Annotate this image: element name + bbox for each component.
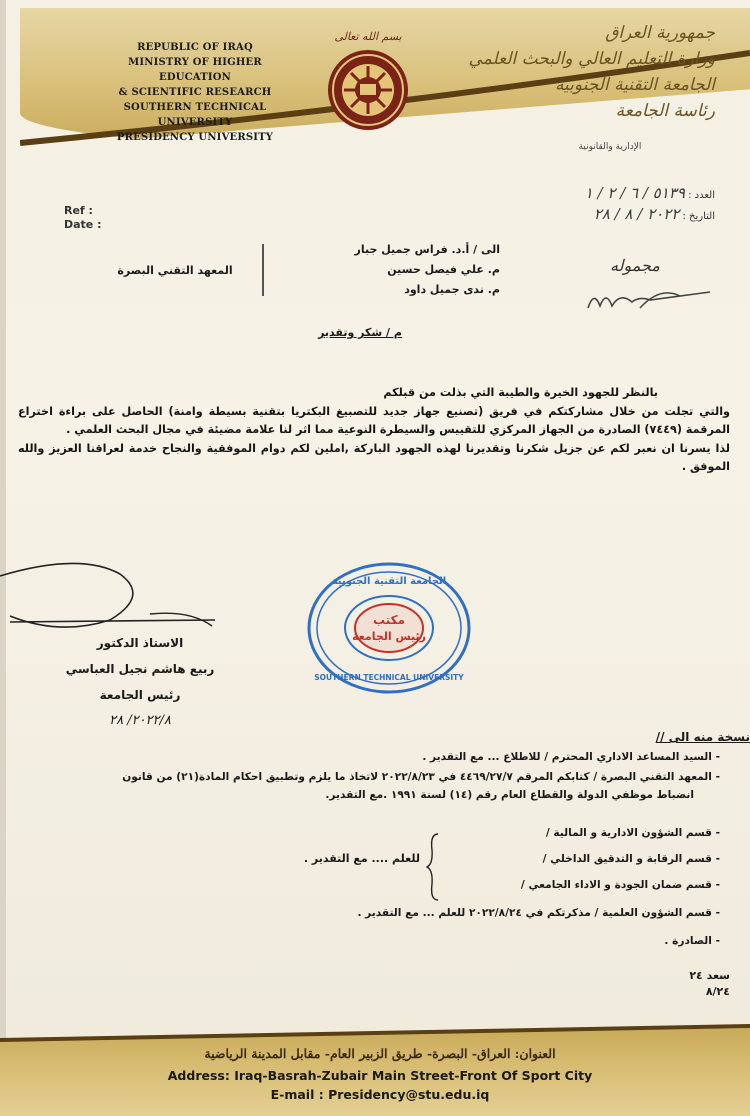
header-en-line: MINISTRY OF HIGHER EDUCATION	[128, 57, 262, 83]
ar-date-value: ٢٠٢٢ / ٨ / ٢٨	[593, 205, 680, 223]
copy-item: - الصادرة .	[664, 935, 720, 947]
seal-stamp-icon	[304, 560, 474, 696]
ar-date-label: التاريخ :	[682, 211, 715, 222]
header-ar-line: جمهورية العراق	[605, 23, 715, 43]
footer-address-ar: العنوان: العراق- البصرة- طريق الزبير العام- مقابل المدينة الرياضية	[204, 1046, 556, 1061]
seal-center-top: مكتب	[372, 613, 406, 627]
header-ar-line: رئاسة الجامعة	[615, 101, 715, 121]
copy-item: - قسم الشؤون الادارية و المالية /	[545, 827, 720, 839]
header-ar-subline: الإدارية والقانونية	[578, 142, 642, 152]
university-logo	[318, 30, 418, 140]
recipient-line: م. علي فيصل حسين	[387, 263, 500, 276]
footer-address-en: Address: Iraq-Basrah-Zubair Main Street-Front Of Sport City	[167, 1068, 593, 1083]
date-label: Date :	[64, 218, 102, 231]
recipients	[290, 240, 500, 300]
seal-center-bottom: رئيس الجامعة	[352, 630, 426, 643]
typist-code	[640, 968, 730, 1000]
body-paragraph: بالنظر للجهود الخيرة والطيبة التي بذلت من قبلكم	[383, 386, 658, 399]
copy-item: - المعهد التقني البصرة / كتابكم المرقم ٤٤٦٩/٢٧/٧ في ٢٠٢٢/٨/٢٣ لاتخاذ ما يلزم وتطبيق احكام المادة(٢١) من قانون	[122, 771, 720, 783]
recipients-divider	[262, 244, 264, 296]
header-en-line: SOUTHERN TECHNICAL UNIVERSITY	[123, 102, 267, 128]
header-en-line: & SCIENTIFIC RESEARCH	[118, 87, 272, 98]
brace-label: للعلم .... مع التقدير .	[303, 852, 420, 865]
recipient-line: الى / أ.د. فراس جميل جبار	[354, 243, 500, 256]
signatory-name: ربيع هاشم نجيل العباسي	[65, 662, 215, 676]
header-ar-line: وزارة التعليم العالي والبحث العلمي	[468, 49, 715, 69]
signatory-position: رئيس الجامعة	[99, 688, 181, 702]
ref-label: Ref :	[64, 204, 93, 217]
footer-email: E-mail : Presidency@stu.edu.iq	[270, 1087, 490, 1102]
letter-body	[18, 384, 730, 477]
subject: م / شكر وتقدير	[318, 326, 402, 339]
header-arabic	[455, 20, 715, 124]
logo-emblem-icon	[318, 44, 418, 144]
approval-note: مجموله	[610, 256, 660, 275]
body-paragraph: والتي تجلت من خلال مشاركتكم في فريق (تصنيع جهاز جديد للتصبيغ البكتريا بتقنية بسيطة وامنة) الحاصل على براءة اختراع المرقمة (٧٤٤٩) الصادرة من الجهاز المركزي للتقييس والسيطرة النوعية مما اثر لنا علامة مضيئة في مجال البحث العلمي .	[18, 404, 730, 436]
copy-item: انضباط موظفي الدولة والقطاع العام رقم (١٤) لسنة ١٩٩١ .مع التقدير.	[325, 789, 694, 801]
ar-number-label: العدد :	[688, 190, 715, 201]
institute-name: المعهد التقني البصرة	[117, 264, 233, 277]
header-en-line: PRESIDENCY UNIVERSITY	[116, 132, 274, 143]
recipient-line: م. ندى جميل داود	[404, 283, 500, 296]
copy-item: - قسم ضمان الجودة و الاداء الجامعي /	[520, 879, 720, 891]
ref-block	[64, 204, 102, 232]
header-en-line: REPUBLIC OF IRAQ	[137, 42, 253, 53]
copy-to-heading: نسخة منه الى //	[655, 730, 750, 744]
approval-scribble-icon	[580, 256, 730, 326]
copy-item: - السيد المساعد الاداري المحترم / للاطلاع ... مع التقدير .	[422, 751, 720, 763]
body-paragraph: لذا يسرنا ان نعبر لكم عن جزيل شكرنا وتقديرنا لهذه الجهود الباركة ,املين لكم دوام الموفقية والنجاح خدمة لعراقنا العزيز والله الموفق .	[18, 441, 730, 473]
brace-icon	[426, 832, 440, 902]
copy-item: - قسم الرقابة و التدقيق الداخلي /	[542, 853, 720, 865]
header-ar-line: الجامعة التقنية الجنوبية	[554, 75, 715, 95]
ar-ref-block	[500, 184, 715, 226]
official-seal	[304, 560, 474, 696]
bismillah: بسم الله تعالى	[334, 30, 402, 43]
footer-band-line	[0, 1024, 750, 1044]
seal-ring-en: SOUTHERN TECHNICAL UNIVERSITY	[314, 673, 464, 682]
signature-block	[50, 630, 230, 734]
signature-date: ٢٠٢٢/٨/ ٢٨	[109, 713, 171, 728]
typist-code-line: سعد ٢٤	[689, 969, 730, 982]
signatory-title: الاستاذ الدكتور	[96, 636, 184, 650]
ar-number-value: ٥١٣٩ / ٦ / ٢ / ١	[584, 184, 685, 202]
handwritten-approval	[580, 256, 730, 326]
typist-code-line: ٨/٢٤	[705, 985, 730, 998]
header-english	[100, 40, 290, 145]
seal-ring-ar: الجامعة التقنية الجنوبية	[331, 576, 447, 587]
copy-item: - قسم الشؤون العلمية / مذكرتكم في ٢٠٢٢/٨/٢٤ للعلم ... مع التقدير .	[357, 907, 720, 919]
